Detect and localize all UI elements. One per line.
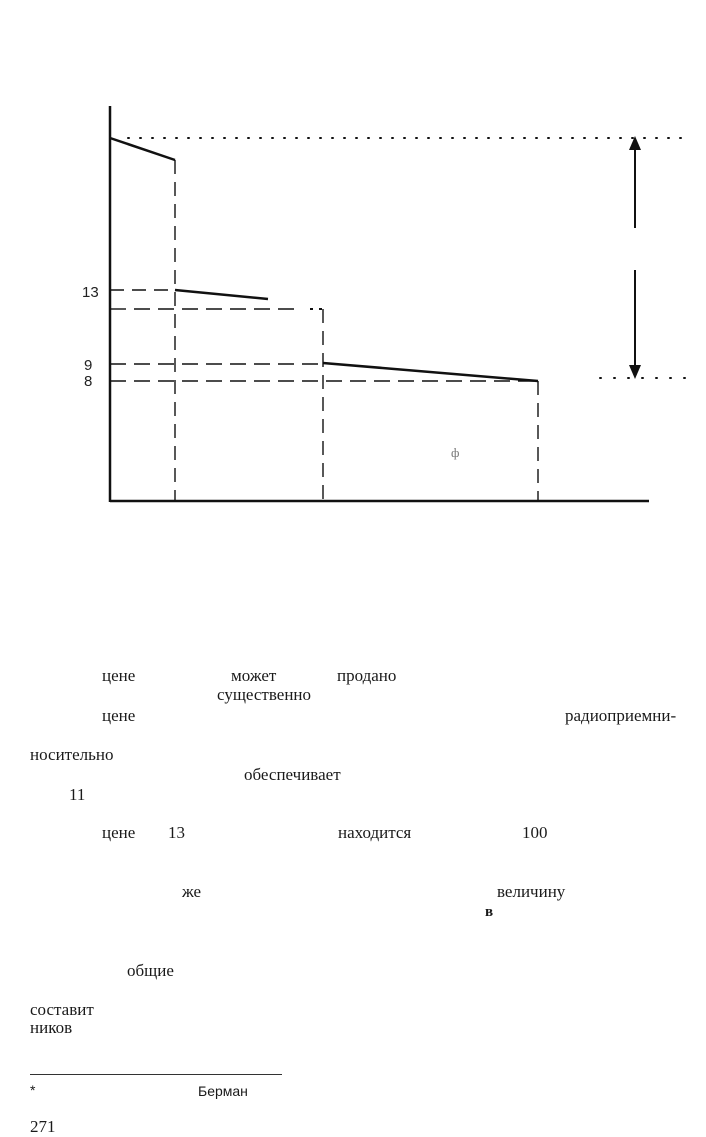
footnote-marker: * <box>30 1082 36 1098</box>
word-prodano: продано <box>337 666 397 685</box>
word-cene-1: цене <box>102 666 136 685</box>
word-radiopriemni: радиоприемни- <box>565 706 677 725</box>
demand-segment-1 <box>110 138 175 160</box>
faint-mark: ф <box>451 445 460 460</box>
word-sushchestvenno: существенно <box>217 685 312 704</box>
word-nositelno: носительно <box>30 745 114 764</box>
demand-segment-3 <box>323 363 538 381</box>
arrow-up-head <box>629 136 641 150</box>
footnote-name: Берман <box>198 1083 248 1099</box>
word-mozhet: может <box>231 666 277 685</box>
word-nakhoditsya: находится <box>338 823 412 842</box>
price-discrimination-diagram <box>0 0 706 560</box>
word-v: в <box>485 904 494 920</box>
y-tick-13: 13 <box>82 284 99 301</box>
demand-segment-2 <box>175 290 268 299</box>
word-100: 100 <box>522 823 548 842</box>
word-velichinu: величину <box>497 882 566 901</box>
y-tick-8: 8 <box>84 373 93 390</box>
word-sostavit: составит <box>30 1000 94 1019</box>
arrow-down-head <box>629 365 641 379</box>
word-obespechivaet: обеспечивает <box>244 765 341 784</box>
word-cene-2: цене <box>102 706 136 725</box>
word-11: 11 <box>69 785 86 804</box>
word-obshchie: общие <box>127 961 174 980</box>
y-tick-9: 9 <box>84 357 93 374</box>
page-number: 271 <box>30 1117 56 1136</box>
word-zhe: же <box>182 882 202 901</box>
word-cene-3: цене <box>102 823 136 842</box>
word-13: 13 <box>168 823 185 842</box>
footnote-rule <box>30 1074 282 1075</box>
word-nikov: ников <box>30 1018 73 1037</box>
